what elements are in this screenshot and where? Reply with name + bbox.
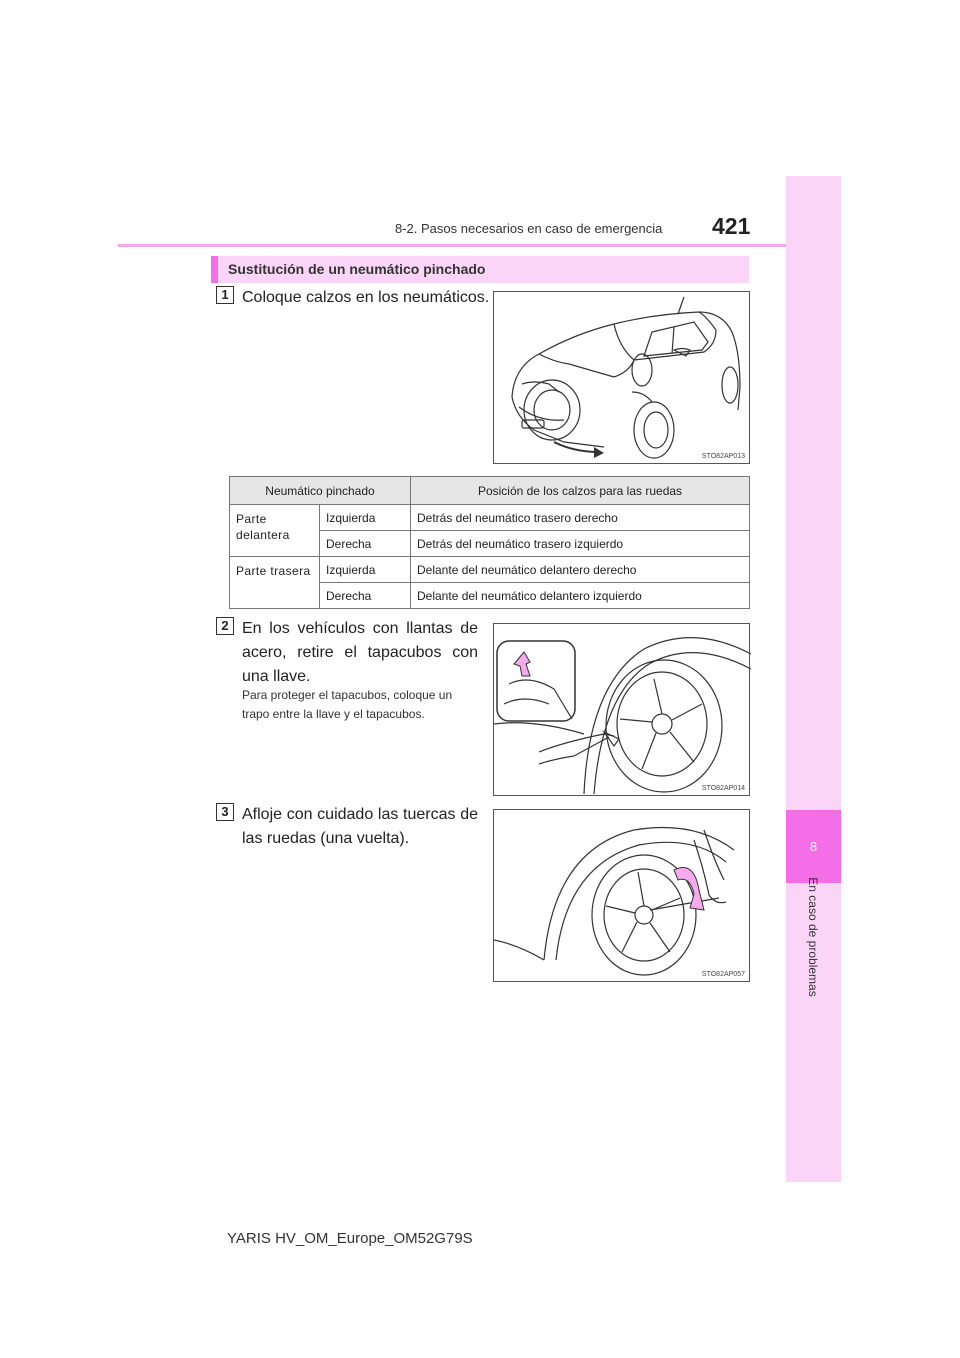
figure-code: STO82AP014 bbox=[701, 785, 745, 792]
figure-car-wheel-chocks bbox=[493, 291, 750, 464]
step-2-text: En los vehículos con llantas de acero, retire el tapacubos con una llave. bbox=[242, 620, 478, 685]
section-heading bbox=[211, 256, 749, 283]
row-side: Derecha bbox=[320, 583, 411, 609]
header-divider bbox=[118, 244, 840, 247]
header-chock-position: Posición de los calzos para las ruedas bbox=[411, 477, 750, 505]
section-heading-title: Sustitución de un neumático pinchado bbox=[228, 261, 486, 277]
wheel-chock-table bbox=[229, 476, 750, 609]
table-row bbox=[230, 505, 750, 531]
footer-document-id: YARIS HV_OM_Europe_OM52G79S bbox=[227, 1230, 473, 1247]
step-3-number: 3 bbox=[216, 803, 234, 821]
row-side: Izquierda bbox=[320, 505, 411, 531]
row-position: Delante del neumático delantero izquierdo bbox=[411, 583, 750, 609]
figure-code: STO82AP057 bbox=[701, 971, 745, 978]
chapter-title-vertical bbox=[771, 865, 856, 1010]
chapter-title: En caso de problemas bbox=[806, 877, 820, 997]
row-position: Detrás del neumático trasero derecho bbox=[411, 505, 750, 531]
hubcap-illustration bbox=[494, 624, 751, 797]
row-group-label: Parte delantera bbox=[230, 505, 320, 557]
row-group-label: Parte trasera bbox=[230, 557, 320, 609]
figure-loosen-wheel-nuts bbox=[493, 809, 750, 982]
page-number: 421 bbox=[712, 213, 751, 239]
step-2-number: 2 bbox=[216, 617, 234, 635]
step-3-text: Afloje con cuidado las tuercas de las ruedas (una vuelta). bbox=[242, 806, 478, 847]
chapter-number-tab: 8 bbox=[786, 810, 841, 883]
table-row bbox=[230, 557, 750, 583]
figure-remove-hubcap bbox=[493, 623, 750, 796]
row-position: Delante del neumático delantero derecho bbox=[411, 557, 750, 583]
chapter-thumb-strip bbox=[786, 176, 841, 1182]
table-header-row bbox=[230, 477, 750, 505]
step-1-text: Coloque calzos en los neumáticos. bbox=[242, 289, 490, 306]
row-side: Derecha bbox=[320, 531, 411, 557]
header-flat-tire: Neumático pinchado bbox=[230, 477, 411, 505]
row-position: Detrás del neumático trasero izquierdo bbox=[411, 531, 750, 557]
step-1-number: 1 bbox=[216, 286, 234, 304]
wheel-nuts-illustration bbox=[494, 810, 751, 983]
car-illustration bbox=[494, 292, 751, 465]
row-side: Izquierda bbox=[320, 557, 411, 583]
header-section-title: 8-2. Pasos necesarios en caso de emergencia bbox=[395, 221, 663, 236]
figure-code: STO82AP013 bbox=[701, 453, 745, 460]
step-2-note: Para proteger el tapacubos, coloque un trapo entre la llave y el tapacubos. bbox=[242, 688, 453, 721]
